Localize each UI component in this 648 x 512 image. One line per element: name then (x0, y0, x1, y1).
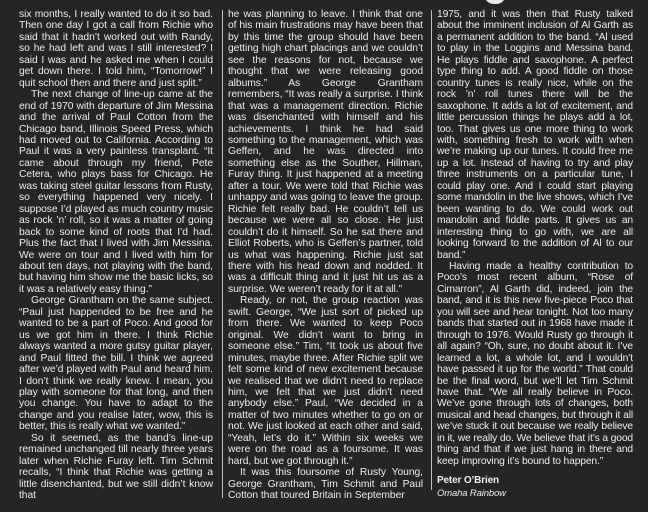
top-ornament (484, 0, 506, 4)
paragraph: he was planning to leave. I think that one of his main frustrations may have been that by this time the group should have been getting high chart placings and we couldn’t see the reasons for not, because we thought that we were releasing good albums.” As George Grantham remembers, “It was really a surprise. I think that was a management direction. Richie was disenchanted with himself and his achievements. I think he had said something to the management, which was Geffen, and he was directed into something else as the Souther, Hillman, Furay thing. It just happened at a meeting after a tour. We were told that Richie was unhappy and was going to leave the group. Richie felt really bad. He couldn’t tell us because we were all so close. He just couldn’t do it himself. So he sat there and Elliot Roberts, who is Geffen’s partner, told us what was happening. Richie just sat there with his head down and nodded. It was a difficult thing and it just hit us as a surprise. We weren’t ready for it at all.” (228, 9, 423, 295)
article-column-1 (19, 9, 213, 501)
paragraph: 1975, and it was then that Rusty talked about the imminent inclusion of Al Garth as a permanent addition to the band. “Al used to play in the Loggins and Messina band. He plays fiddle and saxophone. A perfect type thing to add. A good fiddle on those country tunes is really nice, while on the rock ’n’ roll tunes there will be the saxophone. It adds a lot of excitement, and little percussion things he plays add a lot, too. That gives us one more thing to work with, something fresh to work with when we’re making up our tunes. It could free me up a lot. Instead of having to try and play three instruments on a particular tune, I could play one. And I could start playing some mandolin in the live shows, which I’ve been wanting to do. We could work out mandolin and fiddle parts. It gives us an interesting thing to go with, we are all looking forward to the addition of Al to our band.” (437, 9, 633, 261)
paragraph: The next change of line-up came at the end of 1970 with departure of Jim Messina and the arrival of Paul Cotton from the Chicago band, Illinois Speed Press, which had moved out to California. According to Paul it was a very painless transplant. “It came about through my friend, Pete Cetera, who plays bass for Chicago. He was taking steel guitar lessons from Rusty, so everything happened very nicely. I suppose I’d played as much country music as rock ’n’ roll, so it was a matter of going back to some kind of roots that I’d had. Plus the fact that I lived with Jim Messina. We were on tour and I lived with him for about ten days, not playing with the band, but having him show me the basic licks, so it was a relatively easy thing.” (19, 89, 213, 295)
paragraph: George Grantham on the same subject. “Paul just happended to be free and he wanted to be a part of Poco. And good for us we got him in there. I think Richie always wanted a more gutsy guitar player, and Paul fitted the bill. I think we agreed after we’d played with Paul and heard him. I don’t think we really knew. I mean, you play with someone for that long, and then you change. You have to adapt to the change and you realise later, wow, this is better, this is really what we wanted.” (19, 295, 213, 433)
paragraph: So it seemed, as the band’s line-up remained unchanged till nearly three years later when Richie Furay left. Tim Schmit recalls, “I think that Richie was getting a little disenchanted, but we still didn’t know that (19, 432, 213, 502)
paragraph: It was this foursome of Rusty Young, George Grantham, Tim Schmit and Paul Cotton that toured Britain in September (228, 467, 423, 502)
paragraph: Having made a healthy contribution to Poco’s most recent album, “Rose of Cimarron”, Al Garth did, indeed, join the band, and it is this new five-piece Poco that you will see and hear tonight. Not too many bands that started out in 1968 have made it through to 1976. Would Rusty go through it all again? “Oh, sure, no doubt about it. I’ve learned a lot, a whole lot, and I wouldn’t have passed it up for the world.” That could be the final word, but we’ll let Tim Schmit have that. “We all really believe in Poco. We’ve gone through lots of changes, both musical and head changes, but through it all we’ve stuck it out because we really believe in it, we really do. We believe that it’s a good thing and that if we just hang in there and keep improving it’s bound to happen.” (437, 260, 633, 467)
column-divider (222, 10, 223, 498)
paragraph: six months, I really wanted to do it so bad. Then one day I got a call from Richie who said that it hadn’t worked out with Randy, so he had left and was I still interested? I said I was and he asked me when I could get down there. I told him, “Tomorrow!” I quit school then and there and just split.” (19, 9, 213, 89)
paragraph: Ready, or not, the group reaction was swift. George, “We just sort of picked up from there. We wanted to keep Poco original. We didn’t want to bring in someone else.” Tim, “It took us about five minutes, maybe three. After Richie split we felt some kind of new excitement because we realised that we didn’t need to replace him, we felt that we just didn’t need anybody else.” Paul, “We decided in a matter of two minutes whether to go on or not. We just looked at each other and said, “Yeah, let’s do it.” Within six weeks we were on the road as a foursome. It was hard, but we got through it.” (228, 295, 423, 467)
byline-author: Peter O’Brien (437, 475, 499, 487)
byline-source: Omaha Rainbow (437, 487, 506, 499)
article-column-3 (437, 9, 633, 499)
column-divider (431, 10, 432, 490)
article-column-2 (228, 9, 423, 501)
